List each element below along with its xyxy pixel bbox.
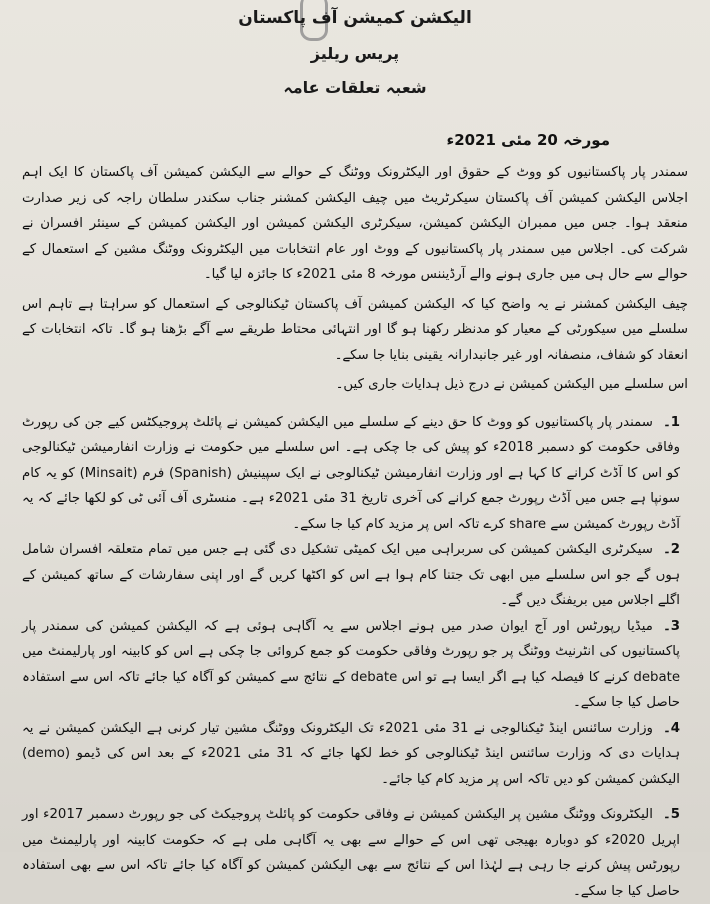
department-heading: شعبہ تعلقات عامہ [283, 78, 427, 97]
directive-number: 1۔ [662, 414, 680, 430]
directive-item-3 [22, 614, 688, 716]
directive-item-2 [22, 537, 688, 614]
directive-item-4 [22, 716, 688, 793]
document-type-heading: پریس ریلیز [310, 44, 400, 63]
directive-item-1 [22, 410, 688, 538]
directives-intro: اس سلسلے میں الیکشن کمیشن نے درج ذیل ہدایات جاری کیں۔ [335, 377, 688, 392]
directive-number: 5۔ [662, 807, 680, 822]
directive-number: 3۔ [662, 618, 680, 634]
directive-text: میڈیا رپورٹس اور آج ایوان صدر میں ہونے اجلاس سے یہ آگاہی ہوئی ہے کہ الیکشن کمیشن کی سمندر پار پاکستانیوں کی انٹرنیٹ ووٹنگ پر جو رپورٹ وفاقی حکومت کو جمع کروائی جا چکی ہے اس کو کابینہ اور پارلیمنٹ میں debate کرنے کا فیصلہ کیا ہے اگر ایسا ہے تو اس debate کے نتائج سے کمیشن کو آگاہ کیا جائے تاکہ اس سے استفادہ حاصل کیا جا سکے۔ [22, 618, 680, 710]
chief-commissioner-paragraph: چیف الیکشن کمشنر نے یہ واضح کیا کہ الیکشن کمیشن آف پاکستان ٹیکنالوجی کے استعمال کو سراہتا ہے تاہم اس سلسلے میں سیکورٹی کے معیار کو مدنظر رکھنا ہو گا اور انتہائی محتاط طریقے سے آگے بڑھنا ہو گا۔ تاکہ انتخابات کے انعقاد کو شفاف، منصفانہ اور غیر جانبدارانہ یقینی بنایا جا سکے۔ [22, 296, 688, 363]
intro-paragraph: سمندر پار پاکستانیوں کو ووٹ کے حقوق اور الیکٹرونک ووٹنگ کے حوالے سے الیکشن کمیشن آف پاکستان کا ایک اہم اجلاس الیکشن کمیشن آف پاکستان سیکرٹریٹ میں چیف الیکشن کمشنر جناب سکندر سلطان راجہ کی زیر صدارت منعقد ہوا۔ جس میں ممبران الیکشن کمیشن، سیکرٹری الیکشن کمیشن اور الیکشن کمیشن کے سینئر افسران نے شرکت کی۔ اجلاس میں سمندر پار پاکستانیوں کے ووٹ اور عام انتخابات میں الیکٹرونک ووٹنگ مشین کے استعمال کے حوالے سے حال ہی میں جاری ہونے والے آرڈیننس مورخہ 8 مئی 2021ء کا جائزہ لیا گیا۔ [22, 165, 688, 282]
directive-number: 2۔ [662, 542, 680, 557]
directive-text: سمندر پار پاکستانیوں کو ووٹ کا حق دینے کے سلسلے میں الیکشن کمیشن نے پائلٹ پروجیکٹس کیے جن کی رپورٹ وفاقی حکومت کو دسمبر 2018ء کو پیش کی جا چکی ہے۔ اس سلسلے میں حکومت نے وزارت انفارمیشن ٹیکنالوجی کو اس کا آڈٹ کرانے کا کہا ہے اور وزارت انفارمیشن ٹیکنالوجی نے ایک سپینیش (Spanish) فرم (Minsait) کو یہ کام سونپا ہے جس میں آڈٹ رپورٹ جمع کرانے کی آخری تاریخ 31 مئی 2021ء ہے۔ منسٹری آف آئی ٹی کو لکھا جائے کہ یہ آڈٹ رپورٹ کمیشن سے share کرے تاکہ اس پر مزید کام کیا جا سکے۔ [22, 414, 681, 532]
release-date: مورخہ 20 مئی 2021ء [446, 131, 610, 149]
directive-number: 4۔ [662, 720, 681, 736]
organization-title: الیکشن کمیشن آف پاکستان [238, 8, 472, 28]
directive-item-5 [22, 802, 688, 904]
directive-text: وزارت سائنس اینڈ ٹیکنالوجی نے 31 مئی 2021ء تک الیکٹرونک ووٹنگ مشین تیار کرنی ہے الیکشن کمیشن نے یہ ہدایات دی کہ وزارت سائنس اینڈ ٹیکنالوجی کو خط لکھا جائے کہ 31 مئی 2021ء کے بعد اس کی ڈیمو (demo) الیکشن کمیشن کو دیں تاکہ اس پر مزید کام کیا جائے۔ [22, 720, 680, 787]
directive-text: سیکرٹری الیکشن کمیشن کی سربراہی میں ایک کمیٹی تشکیل دی گئی ہے جس میں تمام متعلقہ افسران شامل ہوں گے جو اس سلسلے میں ابھی تک جتنا کام ہوا ہے اس کو اکٹھا کریں گے اور اپنی سفارشات کے ساتھ کمیشن کے اگلے اجلاس میں بریفنگ دیں گے۔ [22, 542, 680, 608]
directive-text: الیکٹرونک ووٹنگ مشین پر الیکشن کمیشن نے وفاقی حکومت کو پائلٹ پروجیکٹ کی جو رپورٹ دسمبر 2017ء اور اپریل 2020ء کو دوبارہ بھیجی تھی اس کے حوالے سے بھی یہ آگاہی ملی ہے کہ حکومت کابینہ اور پارلیمنٹ میں رپورٹس پیش کرنے جا رہی ہے لہٰذا اس کے نتائج سے بھی الیکشن کمیشن کو آگاہ کیا جائے تاکہ اس سے بھی استفادہ حاصل کیا جا سکے۔ [22, 807, 680, 899]
press-release-body [22, 160, 688, 904]
